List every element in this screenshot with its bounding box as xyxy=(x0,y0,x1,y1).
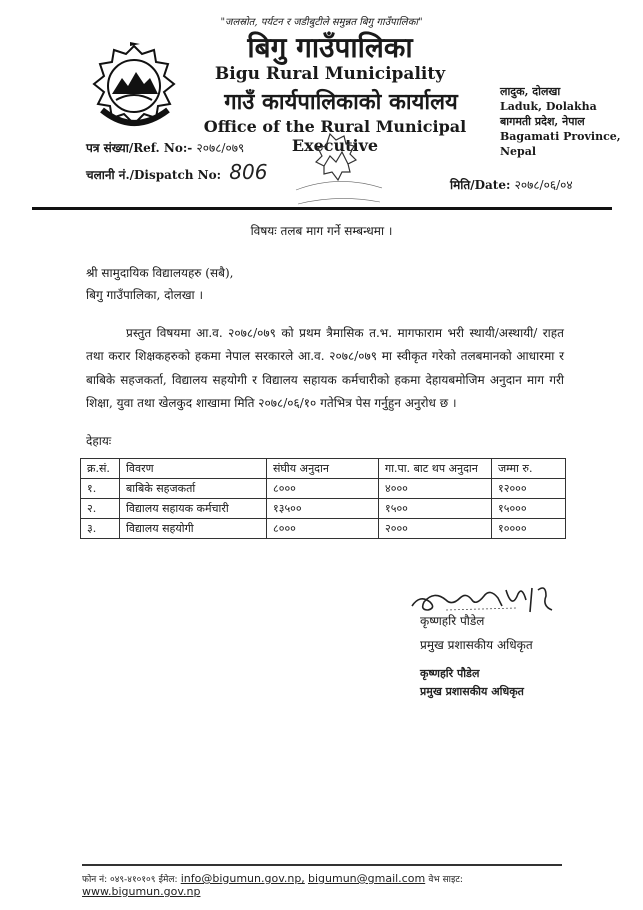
title-stamp: प्रमुख प्रशासकीय अधिकृत xyxy=(420,685,524,698)
address-line: बागमती प्रदेश, नेपाल xyxy=(500,115,585,128)
address-line: Laduk, Dolakha xyxy=(500,100,597,113)
office-name-english: Office of the Rural Municipal Executive xyxy=(203,117,467,155)
grant-table xyxy=(80,458,566,539)
footer-email-link[interactable]: info@bigumun.gov.np, xyxy=(180,872,305,885)
footer-divider xyxy=(82,864,562,866)
table-cell: १३५०० xyxy=(267,499,379,519)
table-header-cell: संघीय अनुदान xyxy=(267,459,379,479)
table-cell: १. xyxy=(81,479,120,499)
table-cell: ३. xyxy=(81,519,120,539)
header-divider xyxy=(32,207,612,210)
footer-web-label: वेभ साइट: xyxy=(428,875,463,885)
table-cell: विद्यालय सहयोगी xyxy=(120,519,267,539)
footer-email-link[interactable]: bigumun@gmail.com xyxy=(307,872,426,885)
table-row xyxy=(81,479,566,499)
table-cell: ८००० xyxy=(267,479,379,499)
letter-footer xyxy=(82,872,582,898)
addressee-line: श्री सामुदायिक विद्यालयहरु (सबै), xyxy=(86,266,234,280)
addressee-line: बिगु गाउँपालिका, दोलखा । xyxy=(86,288,203,302)
table-cell: २००० xyxy=(379,519,492,539)
ref-value: २०७८/०७९ xyxy=(196,141,245,155)
table-row xyxy=(81,519,566,539)
org-name-nepali: बिगु गाउँपालिका xyxy=(247,31,413,64)
body-paragraph: प्रस्तुत विषयमा आ.व. २०७८/०७९ को प्रथम त्रैमासिक त.भ. मागफाराम भरी स्थायी/अस्थायी/ राहत तथा करार शिक्षकहरुको हकमा नेपाल सरकारले आ.व. २०७८/०७९ मा स्वीकृत गरेको तलबमानको आधारमा र बाबिके सहजकर्ता, विद्यालय सहयोगी र विद्यालय सहायक कर्मचारीको हकमा देहायबमोजिम अनुदान माग गरी शिक्षा, युवा तथा खेलकुद शाखामा मिति २०७८/०६/१० गतेभित्र पेस गर्नुहुन अनुरोध छ । xyxy=(86,326,564,411)
table-header-row xyxy=(81,459,566,479)
office-address xyxy=(500,84,640,159)
table-row xyxy=(81,499,566,519)
table-cell: ८००० xyxy=(267,519,379,539)
dispatch-number xyxy=(86,160,267,184)
letter-addressee xyxy=(86,262,233,306)
ref-label: पत्र संख्या/Ref. No:- xyxy=(86,141,193,155)
address-line: लादुक, दोलखा xyxy=(500,85,561,98)
table-cell: २. xyxy=(81,499,120,519)
table-cell: १०००० xyxy=(492,519,566,539)
dispatch-value: 806 xyxy=(229,160,268,184)
table-cell: १५००० xyxy=(492,499,566,519)
signer-title: प्रमुख प्रशासकीय अधिकृत xyxy=(420,638,533,652)
footer-website-link[interactable]: www.bigumun.gov.np xyxy=(82,885,201,898)
table-header-cell: क्र.सं. xyxy=(81,459,120,479)
signer-name: कृष्णहरि पौडेल xyxy=(420,614,485,628)
table-header-cell: जम्मा रु. xyxy=(492,459,566,479)
office-name-nepali: गाउँ कार्यपालिकाको कार्यालय xyxy=(224,89,458,115)
dispatch-label: चलानी नं./Dispatch No: xyxy=(86,168,222,182)
table-header-cell: विवरण xyxy=(120,459,267,479)
letter-date xyxy=(450,176,573,193)
address-line: Bagamati Province, Nepal xyxy=(500,130,621,158)
details-label: देहायः xyxy=(86,434,112,448)
table-cell: ४००० xyxy=(379,479,492,499)
table-cell: बाबिके सहजकर्ता xyxy=(120,479,267,499)
org-name-english: Bigu Rural Municipality xyxy=(214,64,446,84)
letter-subject: विषयः तलब माग गर्ने सम्बन्धमा । xyxy=(250,224,393,238)
footer-email-label: ईमेल: xyxy=(158,875,178,885)
table-cell: विद्यालय सहायक कर्मचारी xyxy=(120,499,267,519)
name-stamp: कृष्णहरि पौडेल xyxy=(420,667,480,680)
reference-number xyxy=(86,139,244,156)
table-cell: १२००० xyxy=(492,479,566,499)
footer-phone: फोन नं: ०४९-४१०१०९ xyxy=(82,875,156,885)
table-header-cell: गा.पा. बाट थप अनुदान xyxy=(379,459,492,479)
date-value: २०७८/०६/०४ xyxy=(514,178,573,192)
date-label: मिति/Date: xyxy=(450,178,511,192)
municipality-motto: "जलस्रोत, पर्यटन र जडीबुटीले समुन्नत बिगु गाउँपालिका" xyxy=(220,17,423,28)
letter-body xyxy=(86,322,564,416)
table-cell: १५०० xyxy=(379,499,492,519)
